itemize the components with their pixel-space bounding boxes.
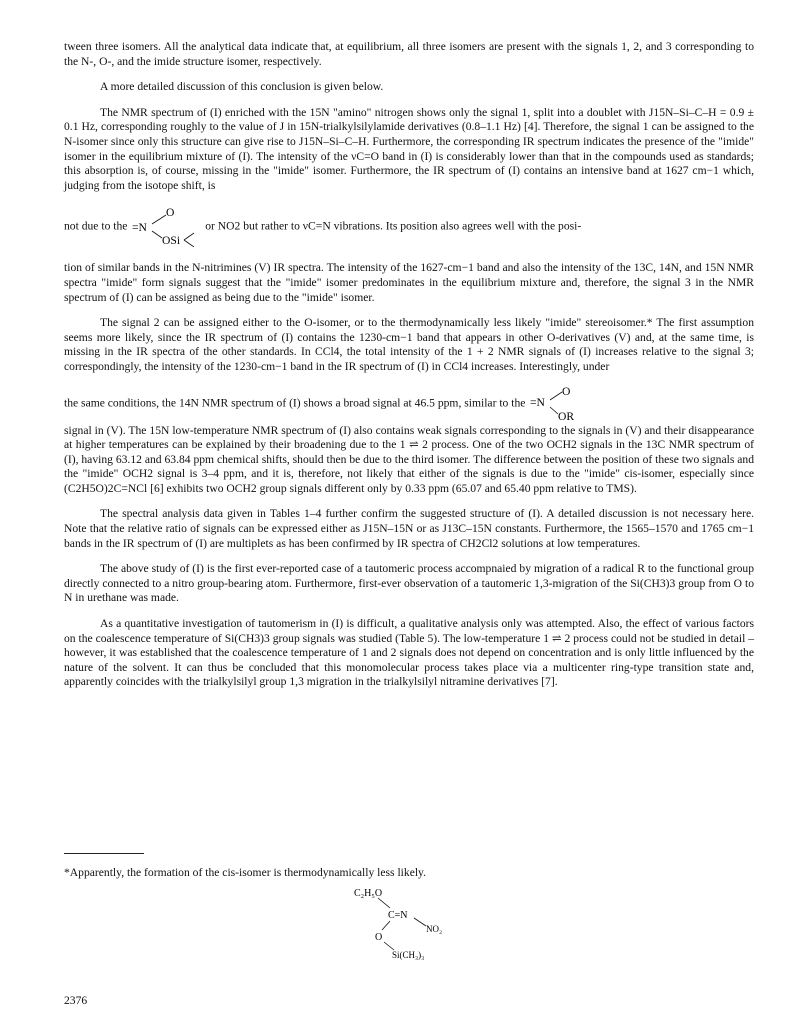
paragraph-4-start: not due to the — [64, 220, 128, 233]
footnote: *Apparently, the formation of the cis-isomer is thermodynamically less likely. — [64, 866, 426, 879]
formula2-atom: =N — [530, 395, 546, 409]
paragraph-6: The signal 2 can be assigned either to the O-isomer, or to the thermodynamically less likely "imide" stereoisomer.* The first assumption seems more likely, since the IR spectrum of (I) contains the 1230-cm−1 band that appears in other O-derivatives (V) and, at the same time, is missing in the IR spectra of the other standards. In CCl4, the total intensity of the 1 + 2 NMR signals of (I) increases relative to the signal 3; correspondingly, the intensity of the 1230-cm−1 band in the IR spectrum of (I) in CCl4 increases. Interestingly, under — [64, 316, 754, 373]
footnote-rule — [64, 853, 144, 854]
paragraph-5: tion of similar bands in the N-nitrimines (V) IR spectra. The intensity of the 1627-cm−1 band and also the intensity of the 13C, 14N, and 15N NMR spectra "imide" form signals suggest that the "imide" isomer predominates in the equilibrium mixture and, therefore, the signal 3 in the NMR spectrum of (I) can be assigned as being due to the "imide" isomer. — [64, 261, 754, 304]
structure-cn: C=N — [388, 910, 408, 921]
paragraph-4-end: or NO2 but rather to νC=N vibrations. Its position also agrees well with the posi- — [205, 220, 582, 233]
paragraph-7 — [64, 386, 754, 422]
paragraph-11: As a quantitative investigation of tautomerism in (I) is difficult, a qualitative analysis only was attempted. Also, the effect of various factors on the coalescence temperature of Si(CH3)3 group signals was studied (Table 5). The low-temperature 1 ⇌ 2 process could not be studied in detail – however, it was established that the coalescence temperature of 1 and 2 signals does not depend on concentration and is only little influenced by the nature of the solvent. It can thus be concluded that this monomolecular process takes place via a multicenter ring-type transition state and, apparently coincides with the trialkylsilyl group 1,3 migration in the trialkylsilyl nitramine derivatives [7]. — [64, 617, 754, 689]
formula-top: O — [166, 207, 175, 220]
structure-c2h5o: C₂H₅O — [354, 888, 383, 899]
paragraph-9: The spectral analysis data given in Tables 1–4 further confirm the suggested structure of (I). A detailed discussion is not necessary here. Note that the relative ratio of signals can be expressed either as J15N–15N or as J13C–15N constants. Furthermore, the 1565–1570 and 1765 cm−1 bands in the IR spectrum of (I) are multiplets as has been confirmed by IR spectra of CH2Cl2 solutions at low temperatures. — [64, 507, 754, 550]
paragraph-7-start: the same conditions, the 14N NMR spectrum of (I) shows a broad signal at 46.5 ppm, similar to the — [64, 396, 526, 410]
n-or-formula — [528, 386, 578, 422]
formula2-top: O — [562, 385, 571, 398]
structure-o: O — [375, 932, 383, 943]
paragraph-2: A more detailed discussion of this conclusion is given below. — [100, 80, 384, 94]
main-text — [64, 40, 754, 701]
paragraph-4 — [64, 207, 754, 247]
paragraph-10: The above study of (I) is the first ever-reported case of a tautomeric process accompnaied by migration of a radical R to the functional group directly connected to a nitro group-bearing atom. Furthermore, first-ever observation of a tautomeric 1,3-migration of the Si(CH3)3 group from O to N in urethane was made. — [64, 562, 754, 605]
formula2-bottom: OR — [558, 409, 575, 422]
formula-atom: =N — [132, 221, 148, 235]
structure-sich3: Si(CH₃)₃ — [392, 950, 425, 960]
n-osi-formula — [130, 207, 202, 247]
paragraph-1: tween three isomers. All the analytical data indicate that, at equilibrium, all three isomers are present with the signals 1, 2, and 3 corresponding to the N-, O-, and the imide structure isomer, respectively. — [64, 40, 754, 68]
page-number: 2376 — [64, 994, 88, 1007]
structure-no2: NO₂ — [426, 924, 443, 934]
paragraph-3: The NMR spectrum of (I) enriched with the 15N "amino" nitrogen shows only the signal 1, split into a doublet with J15N–Si–C–H = 0.9 ± 0.1 Hz, corresponding roughly to the value of J in 15N-trialkylsilylamide derivatives (0.8–1.1 Hz) [4]. Therefore, the signal 1 can be assigned to the N-isomer since only this structure can give rise to J15N–Si–C–H. Furthermore, the corresponding IR spectrum indicates the presence of the "imide" isomer in the equilibrium mixture of (I). The intensity of the νC=O band in (I) is considerably lower than that in the compounds used as standards; this absorption is, of course, missing in the "imide" isomer. Furthermore, the IR spectrum of (I) contains an intensive band at 1627 cm−1 which, judging from the isotope shift, is — [64, 105, 754, 192]
cis-isomer-structure — [340, 884, 470, 964]
paragraph-8: signal in (V). The 15N low-temperature NMR spectrum of (I) also contains weak signals corresponding to the signals in (V) and their disappearance at higher temperatures can be explained by their broadening due to the 1 ⇌ 2 process. One of the two OCH2 signals in the 13C NMR spectrum of (I), having 63.12 and 63.84 ppm chemical shifts, should then be due to the third isomer. The difference between the position of these two signals and the "imide" OCH2 signal is 3–4 ppm, and it is, therefore, not likely that either of the signals is due to the "imide" cis-isomer, especially since (C2H5O)2C=NCl [6] exhibits two OCH2 group signals different only by 0.33 ppm (65.07 and 65.40 ppm relative to TMS). — [64, 423, 754, 495]
formula-bottom: OSi — [162, 234, 181, 248]
